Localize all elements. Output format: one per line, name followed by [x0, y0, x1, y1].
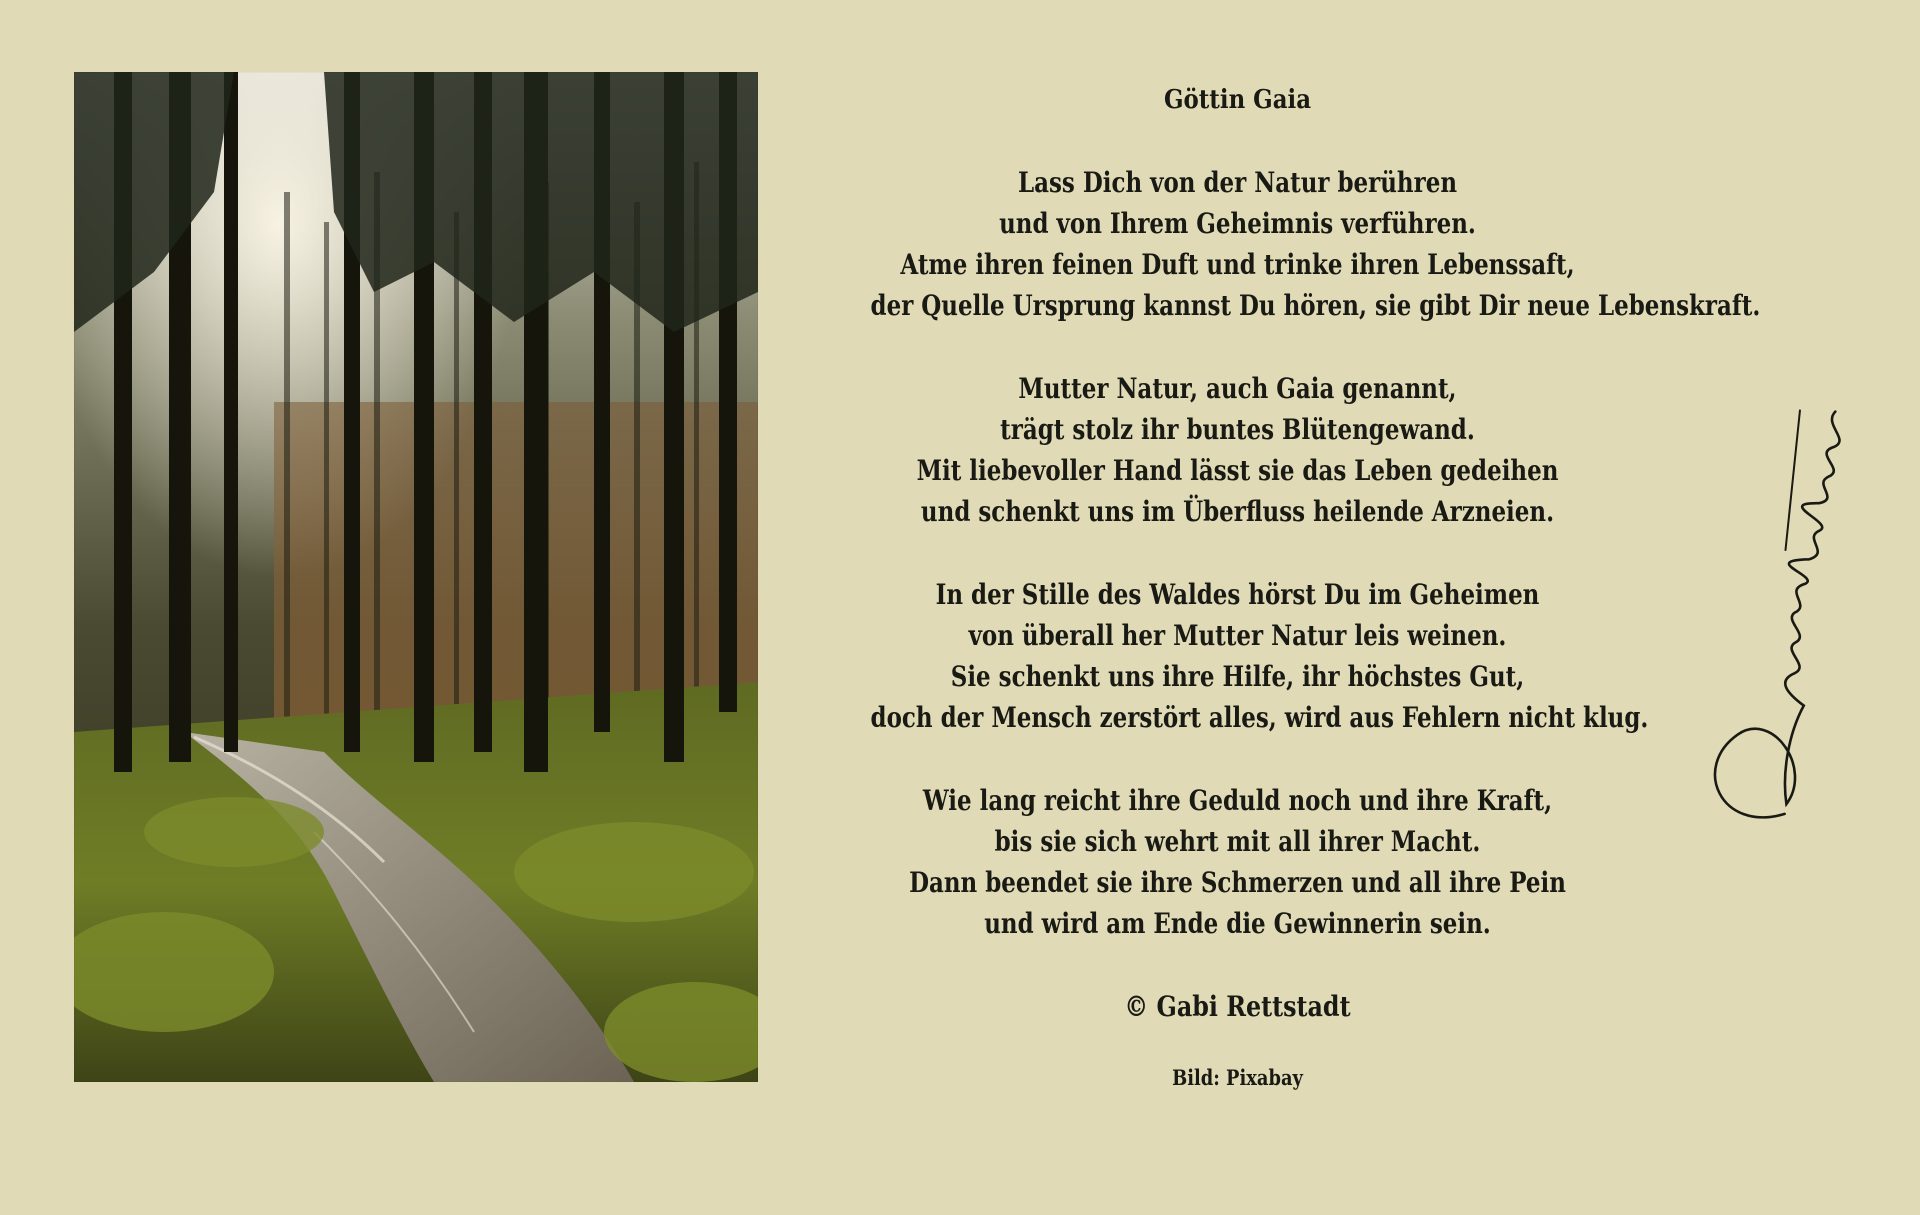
copyright-notice: © Gabi Rettstadt	[1124, 990, 1351, 1023]
poem-line: und von Ihrem Geheimnis verführen.	[999, 207, 1476, 240]
poem-line: In der Stille des Waldes hörst Du im Geheimen	[935, 578, 1540, 611]
stanza-3	[790, 574, 1685, 738]
poem-line: Mit liebevoller Hand lässt sie das Leben gedeihen	[916, 454, 1559, 487]
stanza-1	[790, 162, 1761, 326]
poem-line: Sie schenkt uns ihre Hilfe, ihr höchstes Gut,	[950, 660, 1525, 693]
poem-line: der Quelle Ursprung kannst Du hören, sie gibt Dir neue Lebenskraft.	[870, 289, 1761, 322]
stanza-2	[790, 368, 1685, 532]
image-credit: Bild: Pixabay	[1172, 1065, 1303, 1090]
poem-line: Wie lang reicht ihre Geduld noch und ihre Kraft,	[922, 784, 1553, 817]
signature-icon	[1660, 400, 1880, 820]
poem-line: trägt stolz ihr buntes Blütengewand.	[1000, 413, 1475, 446]
forest-illustration	[74, 72, 758, 1082]
poem-title: Göttin Gaia	[1163, 85, 1312, 115]
poem	[790, 80, 1761, 1093]
poem-line: bis sie sich wehrt mit all ihrer Macht.	[994, 825, 1481, 858]
poem-line: Atme ihren feinen Duft und trinke ihren Lebenssaft,	[900, 248, 1575, 281]
stanza-4	[790, 780, 1685, 944]
poem-line: von überall her Mutter Natur leis weinen.	[968, 619, 1507, 652]
forest-stream-photo	[74, 72, 758, 1082]
poem-line: Dann beendet sie ihre Schmerzen und all ihre Pein	[909, 866, 1566, 899]
poem-line: und schenkt uns im Überfluss heilende Arzneien.	[920, 495, 1555, 528]
poem-line: und wird am Ende die Gewinnerin sein.	[984, 907, 1491, 940]
handwritten-signature-logo	[1660, 400, 1880, 820]
poem-line: doch der Mensch zerstört alles, wird aus Fehlern nicht klug.	[870, 701, 1649, 734]
poem-line: Mutter Natur, auch Gaia genannt,	[1018, 372, 1457, 405]
poem-line: Lass Dich von der Natur berühren	[1017, 166, 1458, 199]
